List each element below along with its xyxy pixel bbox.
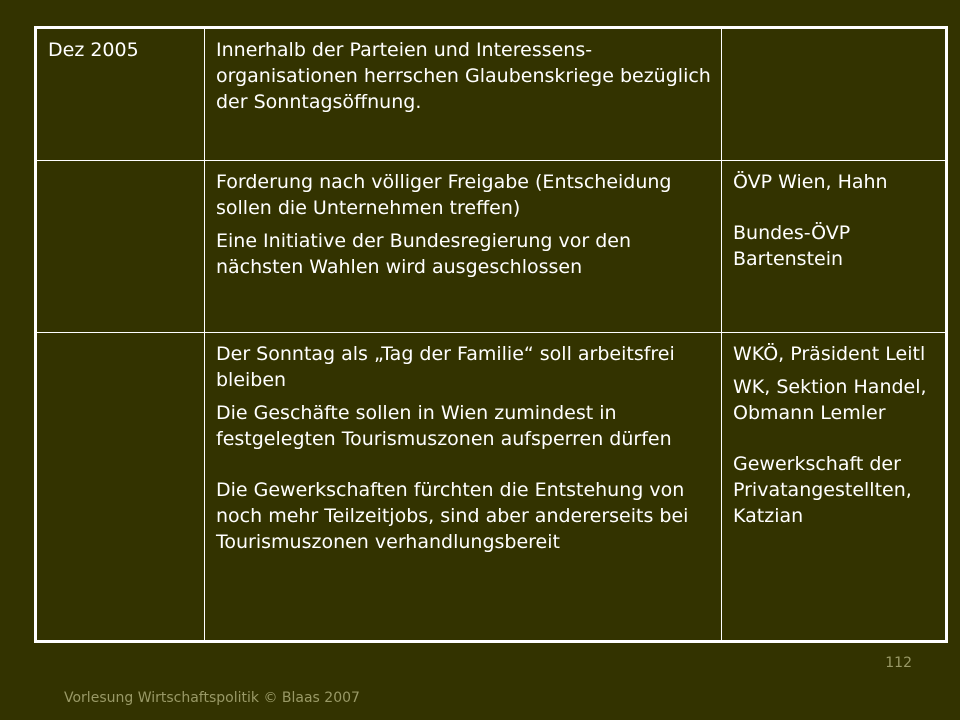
footer-credit: Vorlesung Wirtschaftspolitik © Blaas 2007 [64,690,360,706]
content-text: Der Sonntag als „Tag der Familie“ soll arbeitsfrei bleiben [216,343,675,391]
page-number: 112 [885,655,912,671]
timeline-table [34,26,948,643]
content-text: Forderung nach völliger Freigabe (Entscheidung sollen die Unternehmen treffen) [216,171,672,219]
content-text: Innerhalb der Parteien und Interessens-organisationen herrschen Glaubenskriege bezüglich der Sonntagsöffnung. [216,39,711,113]
actor-text: WK, Sektion Handel, Obmann Lemler [733,376,927,424]
actor-text: Gewerkschaft der Privatangestellten, Katzian [733,453,912,527]
date-cell [37,333,204,643]
actors-cell [721,161,945,332]
actor-text: Bundes-ÖVP Bartenstein [733,222,851,270]
date-text: Dez 2005 [48,39,139,61]
actor-text: WKÖ, Präsident Leitl [733,343,926,365]
content-cell [204,333,721,643]
content-cell [204,161,721,332]
date-cell [37,29,204,160]
actor-text: ÖVP Wien, Hahn [733,171,888,193]
actors-cell [721,333,945,643]
table-row [37,29,945,161]
table-row [37,333,945,643]
content-text: Die Gewerkschaften fürchten die Entstehung von noch mehr Teilzeitjobs, sind aber andererseits bei Tourismuszonen verhandlungsbereit [216,479,689,553]
content-text: Die Geschäfte sollen in Wien zumindest in festgelegten Tourismuszonen aufsperren dürfen [216,402,672,450]
date-cell [37,161,204,332]
table-row [37,161,945,333]
content-text: Eine Initiative der Bundesregierung vor den nächsten Wahlen wird ausgeschlossen [216,230,632,278]
actors-cell [721,29,945,160]
content-cell [204,29,721,160]
